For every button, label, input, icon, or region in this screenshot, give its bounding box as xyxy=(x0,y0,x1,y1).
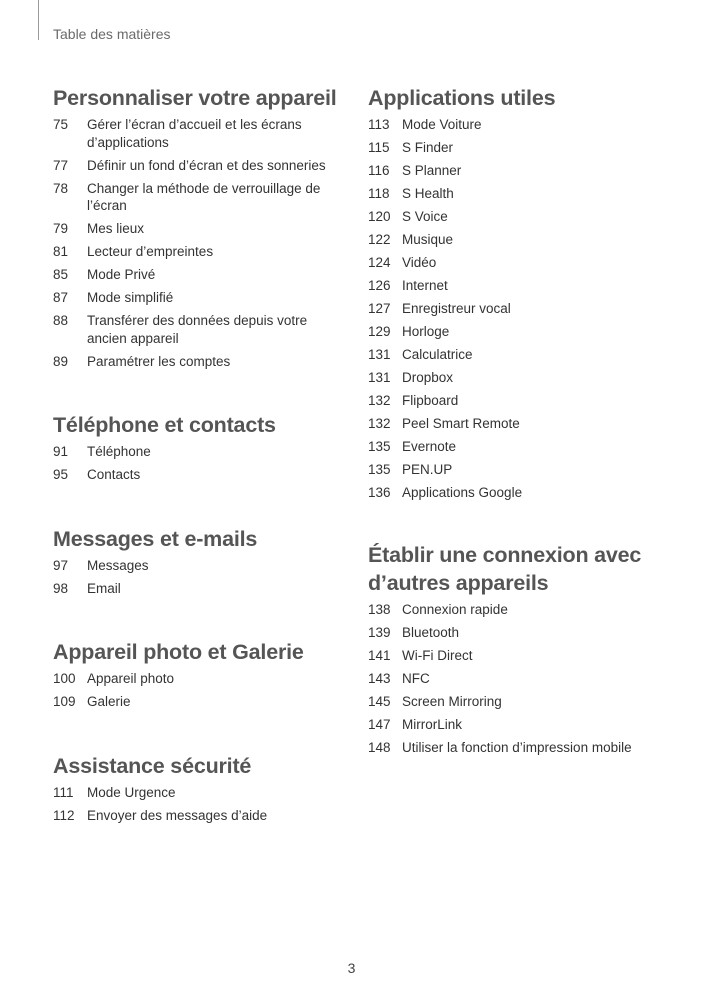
section-title: Assistance sécurité xyxy=(53,753,252,778)
toc-entry[interactable] xyxy=(368,392,668,410)
toc-entry-title: Wi-Fi Direct xyxy=(402,647,473,663)
toc-entry[interactable] xyxy=(368,739,668,757)
toc-entry-page: 145 xyxy=(368,693,391,709)
entry-list xyxy=(53,784,343,825)
section-title: Appareil photo et Galerie xyxy=(53,640,304,664)
toc-entry-title: Calculatrice xyxy=(402,347,473,362)
toc-entry[interactable] xyxy=(368,346,668,364)
toc-entry[interactable] xyxy=(368,185,668,203)
toc-entry-page: 129 xyxy=(368,324,391,339)
toc-entry-title: Connexion rapide xyxy=(402,601,508,617)
entry-list xyxy=(53,670,343,711)
toc-entry[interactable] xyxy=(368,601,668,619)
toc-entry-title: Galerie xyxy=(87,694,131,709)
toc-entry-title: Peel Smart Remote xyxy=(402,416,520,431)
toc-entry-page: 122 xyxy=(368,232,391,247)
toc-entry-page: 77 xyxy=(53,157,69,173)
toc-entry[interactable] xyxy=(368,300,668,318)
toc-entry[interactable] xyxy=(53,580,343,598)
toc-entry-page: 118 xyxy=(368,186,390,201)
toc-entry-page: 81 xyxy=(53,244,69,259)
toc-entry[interactable] xyxy=(53,157,343,175)
toc-entry-title: S Health xyxy=(402,186,454,201)
toc-entry-page: 111 xyxy=(53,784,74,800)
toc-entry[interactable] xyxy=(368,415,668,433)
toc-entry[interactable] xyxy=(53,180,343,215)
toc-entry-title: Applications Google xyxy=(402,485,523,500)
toc-entry-page: 78 xyxy=(53,180,69,196)
toc-entry-title: Mode simplifié xyxy=(87,290,174,305)
toc-entry-page: 147 xyxy=(368,716,391,732)
toc-entry[interactable] xyxy=(368,139,668,157)
toc-entry-title: Appareil photo xyxy=(87,671,175,686)
toc-entry-page: 85 xyxy=(53,267,69,282)
section-assistance xyxy=(53,752,343,825)
toc-entry-page: 132 xyxy=(368,393,391,408)
section-title: Messages et e-mails xyxy=(53,526,258,551)
toc-entry-page: 143 xyxy=(368,670,391,686)
toc-entry-title: Mes lieux xyxy=(87,221,145,236)
section-title: Applications utiles xyxy=(368,86,556,110)
section-title: Personnaliser votre appareil xyxy=(53,86,337,110)
entry-list xyxy=(53,116,343,370)
toc-entry[interactable] xyxy=(53,557,343,575)
entry-list xyxy=(53,443,343,484)
toc-entry-title: Gérer l’écran d’accueil et les écrans d’applications xyxy=(87,117,302,150)
toc-entry-page: 109 xyxy=(53,694,76,709)
toc-entry-title: MirrorLink xyxy=(402,716,463,732)
toc-entry-page: 136 xyxy=(368,485,391,500)
toc-entry-title: Contacts xyxy=(87,467,141,482)
toc-entry[interactable] xyxy=(53,116,343,151)
toc-entry-page: 113 xyxy=(368,117,390,132)
header-rule xyxy=(38,0,39,40)
toc-entry-page: 75 xyxy=(53,117,69,132)
toc-entry-page: 135 xyxy=(368,462,391,477)
toc-entry-title: Screen Mirroring xyxy=(402,693,502,709)
toc-entry-page: 141 xyxy=(368,647,391,663)
toc-entry[interactable] xyxy=(53,289,343,307)
toc-entry-page: 91 xyxy=(53,444,69,459)
left-column xyxy=(53,84,343,830)
toc-entry[interactable] xyxy=(368,369,668,387)
toc-entry-title: Paramétrer les comptes xyxy=(87,353,231,369)
section-messages xyxy=(53,525,343,598)
toc-entry[interactable] xyxy=(368,438,668,456)
toc-entry-title: S Finder xyxy=(402,140,454,155)
toc-entry-page: 139 xyxy=(368,624,391,640)
toc-entry[interactable] xyxy=(53,807,343,825)
toc-entry[interactable] xyxy=(53,670,343,688)
toc-entry-title: Messages xyxy=(87,557,149,573)
toc-entry[interactable] xyxy=(368,277,668,295)
entry-list xyxy=(368,601,668,757)
toc-entry-title: Evernote xyxy=(402,439,457,454)
toc-entry-title: NFC xyxy=(402,670,430,686)
toc-entry-title: Utiliser la fonction d’impression mobile xyxy=(402,739,632,755)
toc-entry-title: Bluetooth xyxy=(402,624,460,640)
toc-entry[interactable] xyxy=(53,312,343,347)
toc-entry-title: Vidéo xyxy=(402,255,437,270)
section-title: Téléphone et contacts xyxy=(53,413,276,437)
right-column xyxy=(368,84,668,762)
toc-entry-title: Mode Voiture xyxy=(402,117,482,132)
toc-entry[interactable] xyxy=(368,162,668,180)
toc-entry[interactable] xyxy=(368,231,668,249)
section-personnaliser xyxy=(53,84,343,370)
entry-list xyxy=(368,116,668,502)
toc-entry-title: Musique xyxy=(402,232,454,247)
toc-entry-title: Mode Privé xyxy=(87,267,156,282)
toc-entry-page: 135 xyxy=(368,439,391,454)
toc-entry[interactable] xyxy=(53,353,343,371)
toc-entry-page: 148 xyxy=(368,739,391,755)
toc-entry[interactable] xyxy=(368,208,668,226)
section-connexion xyxy=(368,541,668,757)
toc-entry[interactable] xyxy=(53,443,343,461)
toc-entry-page: 132 xyxy=(368,416,391,431)
toc-entry[interactable] xyxy=(368,484,668,502)
toc-entry-page: 131 xyxy=(368,370,391,385)
toc-entry[interactable] xyxy=(53,220,343,238)
toc-entry-page: 89 xyxy=(53,353,69,369)
toc-entry-page: 127 xyxy=(368,301,391,316)
toc-entry[interactable] xyxy=(368,670,668,688)
toc-entry[interactable] xyxy=(368,323,668,341)
toc-entry-title: Internet xyxy=(402,278,448,293)
toc-entry-page: 115 xyxy=(368,140,390,155)
toc-entry-page: 131 xyxy=(368,347,391,362)
toc-entry-title: Lecteur d’empreintes xyxy=(87,244,214,259)
toc-entry[interactable] xyxy=(368,693,668,711)
toc-entry[interactable] xyxy=(368,624,668,642)
toc-entry-title: Email xyxy=(87,580,121,596)
toc-entry-title: Dropbox xyxy=(402,370,454,385)
toc-entry-title: Changer la méthode de verrouillage de l’écran xyxy=(87,180,321,213)
toc-entry-page: 79 xyxy=(53,221,69,236)
toc-entry[interactable] xyxy=(368,254,668,272)
toc-entry[interactable] xyxy=(53,266,343,284)
section-applications xyxy=(368,84,668,502)
toc-entry-title: Enregistreur vocal xyxy=(402,301,511,316)
toc-entry-page: 124 xyxy=(368,255,391,270)
toc-entry[interactable] xyxy=(368,647,668,665)
toc-entry-title: Définir un fond d’écran et des sonneries xyxy=(87,157,326,173)
toc-entry-title: S Voice xyxy=(402,209,448,224)
toc-entry-page: 112 xyxy=(53,807,75,823)
toc-entry-page: 95 xyxy=(53,467,69,482)
toc-entry-title: Horloge xyxy=(402,324,450,339)
section-telephone xyxy=(53,411,343,484)
toc-entry-page: 100 xyxy=(53,671,76,686)
section-title: Établir une connexion avec d’autres appareils xyxy=(368,542,642,595)
toc-entry-page: 88 xyxy=(53,313,69,328)
toc-entry-page: 116 xyxy=(368,163,390,178)
toc-entry[interactable] xyxy=(368,116,668,134)
toc-entry[interactable] xyxy=(53,466,343,484)
toc-entry-page: 98 xyxy=(53,580,69,596)
toc-entry-page: 97 xyxy=(53,557,69,573)
toc-entry[interactable] xyxy=(53,784,343,802)
toc-entry-title: S Planner xyxy=(402,163,462,178)
toc-entry[interactable] xyxy=(368,461,668,479)
toc-entry-page: 138 xyxy=(368,601,391,617)
toc-entry-title: Envoyer des messages d’aide xyxy=(87,807,268,823)
toc-entry-page: 87 xyxy=(53,290,69,305)
toc-entry-page: 126 xyxy=(368,278,391,293)
page-number: 3 xyxy=(347,960,356,976)
section-appareil-photo xyxy=(53,638,343,711)
toc-entry-title: Transférer des données depuis votre ancien appareil xyxy=(87,313,308,346)
toc-entry[interactable] xyxy=(368,716,668,734)
toc-entry[interactable] xyxy=(53,243,343,261)
toc-entry-title: Téléphone xyxy=(87,444,151,459)
toc-entry-title: Flipboard xyxy=(402,393,459,408)
entry-list xyxy=(53,557,343,598)
toc-entry-page: 120 xyxy=(368,209,391,224)
toc-entry-title: PEN.UP xyxy=(402,462,453,477)
header-title: Table des matières xyxy=(53,26,171,42)
toc-entry[interactable] xyxy=(53,693,343,711)
toc-entry-title: Mode Urgence xyxy=(87,784,176,800)
